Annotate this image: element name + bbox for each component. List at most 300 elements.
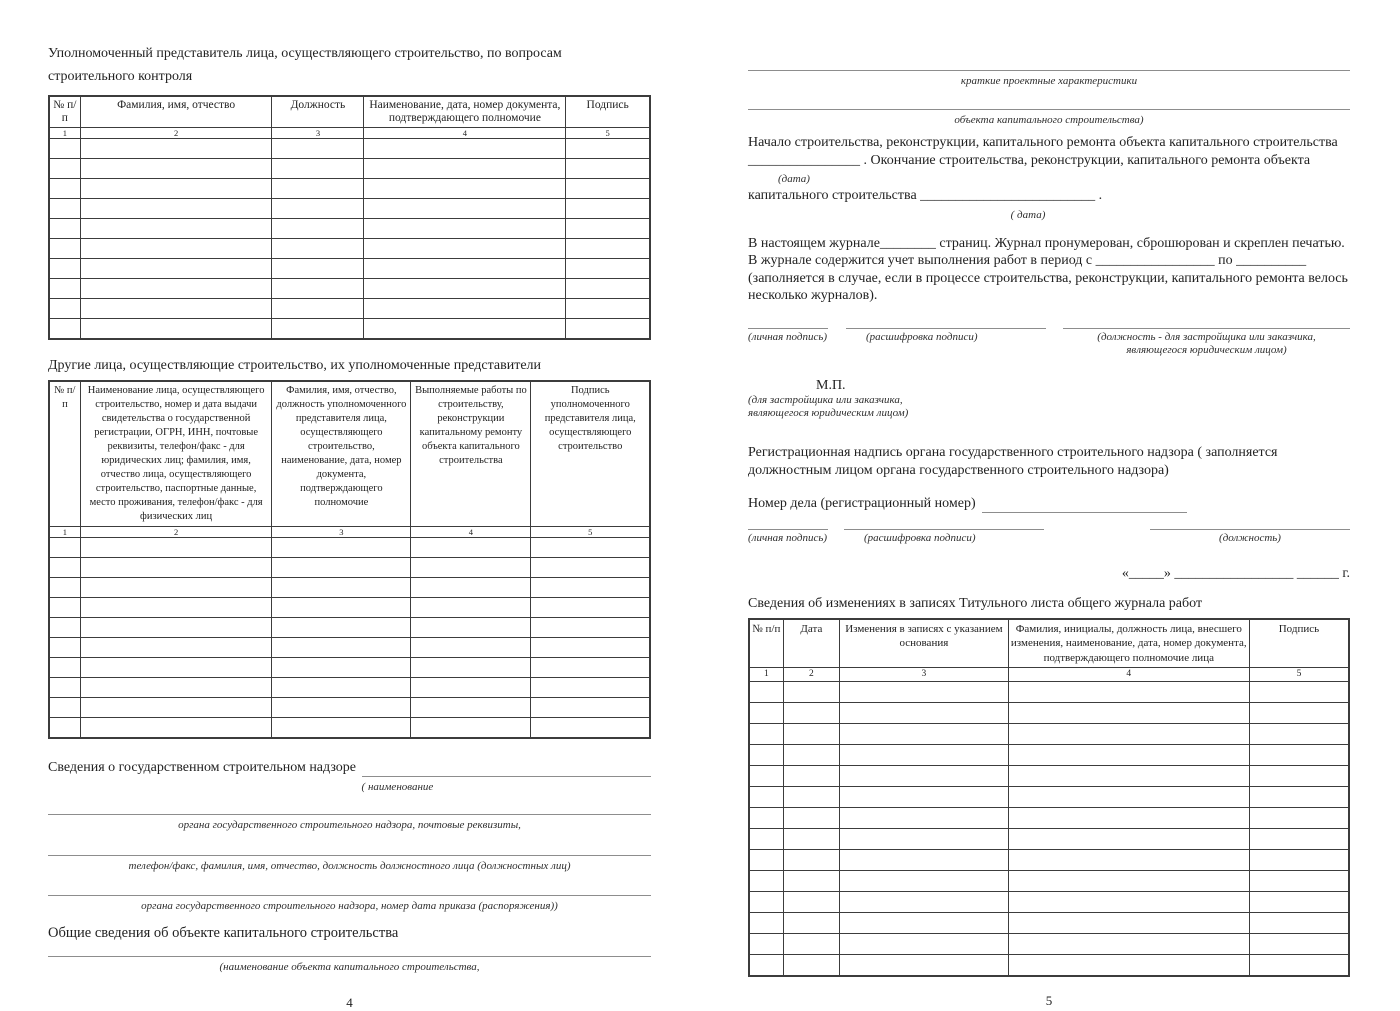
empty-cell xyxy=(80,718,272,739)
empty-cell xyxy=(1249,892,1349,913)
table3-header xyxy=(749,619,1349,682)
empty-cell xyxy=(566,159,650,179)
caption-row xyxy=(362,777,651,795)
empty-cell xyxy=(749,892,783,913)
caption-row xyxy=(48,896,651,914)
empty-table-row xyxy=(749,829,1349,850)
empty-cell xyxy=(749,871,783,892)
empty-cell xyxy=(566,319,650,340)
empty-cell xyxy=(783,871,839,892)
empty-cell xyxy=(749,808,783,829)
empty-cell xyxy=(840,745,1009,766)
col-number: 2 xyxy=(80,527,272,538)
empty-cell xyxy=(783,745,839,766)
signature-field-name xyxy=(844,529,1044,545)
empty-cell xyxy=(80,239,272,259)
signature-row-1 xyxy=(748,328,1350,357)
empty-cell xyxy=(531,718,650,739)
empty-cell xyxy=(749,787,783,808)
col-number: 1 xyxy=(49,128,80,139)
empty-cell xyxy=(272,199,364,219)
case-number-label: Номер дела (регистрационный номер) xyxy=(748,496,976,511)
empty-cell xyxy=(1249,955,1349,977)
empty-cell xyxy=(364,319,566,340)
empty-cell xyxy=(49,538,80,558)
empty-cell xyxy=(411,538,531,558)
empty-table-row xyxy=(749,955,1349,977)
empty-cell xyxy=(80,319,272,340)
empty-cell xyxy=(272,259,364,279)
stamp-caption-line-1: (для застройщика или заказчика, xyxy=(748,394,903,406)
col-number: 4 xyxy=(411,527,531,538)
other-persons-table xyxy=(48,380,651,739)
empty-table-row xyxy=(49,658,650,678)
col-header-name: Фамилия, имя, отчество xyxy=(80,96,272,128)
empty-cell xyxy=(272,638,411,658)
empty-cell xyxy=(566,219,650,239)
empty-cell xyxy=(566,299,650,319)
general-info-block xyxy=(48,925,651,975)
col-header-changes: Изменения в записях с указанием основания xyxy=(840,619,1009,668)
empty-table-row xyxy=(49,538,650,558)
start-end-line-1: Начало строительства, реконструкции, капитального ремонта объекта капитального строительства xyxy=(748,135,1338,150)
empty-cell xyxy=(272,239,364,259)
signature-transcript-caption: (расшифровка подписи) xyxy=(864,532,976,544)
empty-cell xyxy=(783,913,839,934)
empty-cell xyxy=(80,159,272,179)
col-header-num: № п/п xyxy=(749,619,783,668)
empty-cell xyxy=(783,829,839,850)
empty-cell xyxy=(749,724,783,745)
empty-cell xyxy=(1249,829,1349,850)
empty-cell xyxy=(364,279,566,299)
empty-cell xyxy=(749,745,783,766)
empty-table-row xyxy=(749,808,1349,829)
empty-cell xyxy=(1008,913,1249,934)
col-header-signature: Подпись уполномоченного представителя лица, осуществляющего строительство xyxy=(531,381,650,527)
empty-cell xyxy=(1008,829,1249,850)
col-header-entity: Наименование лица, осуществляющего строительство, номер и дата выдачи свидетельства о государственной регистрации, ОГРН, ИНН, почтовые реквизиты, телефон/факс - для юридических лиц; фамилия, имя, отчество лица, осуществляющего строительство, паспортные данные, место проживания, телефон/факс - для физических лиц xyxy=(80,381,272,527)
empty-table-row xyxy=(49,578,650,598)
signature-transcript-caption: (расшифровка подписи) xyxy=(866,330,978,343)
empty-cell xyxy=(1249,913,1349,934)
empty-table-row xyxy=(749,703,1349,724)
empty-cell xyxy=(531,618,650,638)
empty-cell xyxy=(272,179,364,199)
empty-cell xyxy=(1249,724,1349,745)
table1-body xyxy=(49,139,650,340)
empty-cell xyxy=(531,538,650,558)
empty-cell xyxy=(783,787,839,808)
col-number: 3 xyxy=(272,128,364,139)
empty-cell xyxy=(49,279,80,299)
authorized-representatives-table xyxy=(48,95,651,340)
signature-field-name xyxy=(846,328,1046,357)
empty-cell xyxy=(49,199,80,219)
empty-cell xyxy=(531,558,650,578)
empty-cell xyxy=(49,159,80,179)
section-title-authorized-representative: Уполномоченный представитель лица, осуществляющего строительство, по вопросам строительного контроля xyxy=(48,46,562,84)
col-header-position: Должность xyxy=(272,96,364,128)
empty-table-row xyxy=(49,638,650,658)
empty-cell xyxy=(783,934,839,955)
empty-cell xyxy=(783,766,839,787)
empty-cell xyxy=(411,658,531,678)
empty-cell xyxy=(272,299,364,319)
page-4 xyxy=(48,0,651,1011)
empty-table-row xyxy=(49,139,650,159)
empty-table-row xyxy=(749,682,1349,703)
col-number: 4 xyxy=(364,128,566,139)
empty-cell xyxy=(272,618,411,638)
empty-cell xyxy=(566,239,650,259)
table1-header xyxy=(49,96,650,139)
empty-cell xyxy=(49,638,80,658)
empty-cell xyxy=(1008,787,1249,808)
empty-cell xyxy=(749,850,783,871)
empty-cell xyxy=(1008,766,1249,787)
start-end-line-3: капитального строительства _________________________ . xyxy=(748,188,1103,203)
empty-cell xyxy=(783,892,839,913)
title-sheet-changes-table xyxy=(748,618,1350,978)
empty-cell xyxy=(364,159,566,179)
empty-table-row xyxy=(749,850,1349,871)
empty-cell xyxy=(49,239,80,259)
empty-cell xyxy=(49,658,80,678)
empty-table-row xyxy=(749,724,1349,745)
empty-cell xyxy=(272,718,411,739)
caption-row xyxy=(748,110,1350,128)
empty-cell xyxy=(840,934,1009,955)
empty-cell xyxy=(531,638,650,658)
empty-table-row xyxy=(49,558,650,578)
empty-cell xyxy=(272,698,411,718)
empty-cell xyxy=(80,618,272,638)
empty-cell xyxy=(80,658,272,678)
empty-cell xyxy=(272,159,364,179)
stamp-caption-line-2: являющегося юридическим лицом) xyxy=(748,407,909,419)
col-header-signature: Подпись xyxy=(566,96,650,128)
empty-table-row xyxy=(49,259,650,279)
empty-cell xyxy=(749,766,783,787)
empty-cell xyxy=(272,678,411,698)
empty-cell xyxy=(749,955,783,977)
empty-cell xyxy=(411,618,531,638)
general-info-caption: (наименование объекта капитального строительства, xyxy=(219,960,480,973)
table1-number-row xyxy=(49,128,650,139)
signature-row-2 xyxy=(748,529,1350,545)
empty-cell xyxy=(49,139,80,159)
empty-cell xyxy=(364,259,566,279)
empty-table-row xyxy=(749,871,1349,892)
empty-cell xyxy=(272,219,364,239)
empty-table-row xyxy=(49,678,650,698)
empty-cell xyxy=(1249,787,1349,808)
empty-cell xyxy=(80,678,272,698)
empty-table-row xyxy=(49,279,650,299)
state-supervision-block xyxy=(48,759,651,914)
empty-cell xyxy=(840,871,1009,892)
table3-number-row xyxy=(749,668,1349,682)
empty-cell xyxy=(749,913,783,934)
col-number: 1 xyxy=(49,527,80,538)
empty-cell xyxy=(80,219,272,239)
empty-table-row xyxy=(749,745,1349,766)
supervision-lead-row xyxy=(48,759,651,777)
empty-cell xyxy=(49,219,80,239)
empty-cell xyxy=(1008,703,1249,724)
col-number: 1 xyxy=(749,668,783,682)
empty-cell xyxy=(272,139,364,159)
start-end-dates-block xyxy=(748,134,1350,223)
empty-cell xyxy=(364,199,566,219)
caption-row xyxy=(748,71,1350,89)
empty-table-row xyxy=(49,698,650,718)
case-number-row xyxy=(748,495,1350,513)
empty-cell xyxy=(411,718,531,739)
supervision-lead-text: Сведения о государственном строительном надзоре xyxy=(48,760,356,775)
empty-cell xyxy=(272,658,411,678)
table2-header-row xyxy=(49,381,650,527)
supervision-caption-1: ( наименование xyxy=(361,781,434,793)
empty-cell xyxy=(49,678,80,698)
empty-cell xyxy=(531,578,650,598)
empty-cell xyxy=(1249,766,1349,787)
caption-row xyxy=(778,169,1350,187)
empty-table-row xyxy=(749,766,1349,787)
empty-cell xyxy=(840,724,1009,745)
empty-cell xyxy=(1008,745,1249,766)
empty-cell xyxy=(80,139,272,159)
empty-cell xyxy=(272,279,364,299)
general-info-title: Общие сведения об объекте капитального строительства xyxy=(48,925,399,941)
page-5 xyxy=(748,0,1350,1009)
empty-cell xyxy=(840,808,1009,829)
supervision-caption-4: органа государственного строительного надзора, номер дата приказа (распоряжения)) xyxy=(141,900,558,912)
col-number: 2 xyxy=(80,128,272,139)
col-number: 3 xyxy=(272,527,411,538)
empty-cell xyxy=(272,598,411,618)
empty-cell xyxy=(1008,682,1249,703)
registration-note-paragraph: Регистрационная надпись органа государственного строительного надзора ( заполняется должностным лицом органа государственного строительного надзора) xyxy=(748,445,1278,478)
caption-row xyxy=(48,815,651,833)
empty-cell xyxy=(749,829,783,850)
project-characteristics-caption: краткие проектные характеристики xyxy=(960,75,1138,87)
table2-header xyxy=(49,381,650,538)
page-number-right: 5 xyxy=(1045,993,1053,1008)
col-header-works: Выполняемые работы по строительству, реконструкции капитальному ремонту объекта капитального строительства xyxy=(411,381,531,527)
empty-cell xyxy=(1249,745,1349,766)
empty-cell xyxy=(566,199,650,219)
col-number: 5 xyxy=(1249,668,1349,682)
empty-cell xyxy=(531,698,650,718)
empty-cell xyxy=(364,179,566,199)
empty-cell xyxy=(840,913,1009,934)
empty-cell xyxy=(840,766,1009,787)
empty-cell xyxy=(840,682,1009,703)
signature-field-position xyxy=(1063,328,1350,357)
empty-cell xyxy=(411,578,531,598)
col-header-signature: Подпись xyxy=(1249,619,1349,668)
empty-cell xyxy=(80,199,272,219)
col-number: 4 xyxy=(1008,668,1249,682)
table2-body xyxy=(49,538,650,739)
col-header-date: Дата xyxy=(783,619,839,668)
section-title-other-persons: Другие лица, осуществляющие строительство, их уполномоченные представители xyxy=(48,358,542,373)
empty-cell xyxy=(49,598,80,618)
empty-cell xyxy=(1249,682,1349,703)
signature-field-position xyxy=(1150,529,1350,545)
empty-cell xyxy=(1008,808,1249,829)
empty-cell xyxy=(411,678,531,698)
table3-header-row xyxy=(749,619,1349,668)
empty-cell xyxy=(411,598,531,618)
empty-cell xyxy=(80,698,272,718)
empty-table-row xyxy=(49,718,650,739)
empty-cell xyxy=(783,682,839,703)
empty-cell xyxy=(1008,724,1249,745)
empty-cell xyxy=(1008,934,1249,955)
empty-cell xyxy=(80,279,272,299)
supervision-caption-3: телефон/факс, фамилия, имя, отчество, должность должностного лица (должностных лиц) xyxy=(128,860,571,872)
empty-cell xyxy=(80,299,272,319)
section-title-changes: Сведения об изменениях в записях Титульного листа общего журнала работ xyxy=(748,595,1203,611)
empty-table-row xyxy=(49,618,650,638)
empty-table-row xyxy=(49,239,650,259)
empty-cell xyxy=(80,598,272,618)
empty-cell xyxy=(566,279,650,299)
empty-cell xyxy=(1008,850,1249,871)
empty-cell xyxy=(49,299,80,319)
date-fill-line: «_____» _________________ ______ г. xyxy=(1121,566,1350,581)
empty-cell xyxy=(1249,871,1349,892)
col-header-num: № п/п xyxy=(49,96,80,128)
personal-signature-caption: (личная подпись) xyxy=(748,532,827,544)
empty-table-row xyxy=(749,934,1349,955)
empty-cell xyxy=(49,319,80,340)
empty-cell xyxy=(749,703,783,724)
position-caption: (должность) xyxy=(1219,532,1281,544)
page-number-left: 4 xyxy=(346,994,353,1010)
empty-cell xyxy=(49,578,80,598)
empty-cell xyxy=(566,179,650,199)
empty-cell xyxy=(364,219,566,239)
empty-cell xyxy=(531,678,650,698)
date-caption-2: ( дата) xyxy=(1010,208,1046,221)
empty-table-row xyxy=(749,892,1349,913)
empty-cell xyxy=(364,139,566,159)
personal-signature-caption: (личная подпись) xyxy=(748,330,827,343)
stamp-block xyxy=(748,377,1350,421)
empty-cell xyxy=(783,850,839,871)
empty-cell xyxy=(1008,892,1249,913)
empty-table-row xyxy=(49,199,650,219)
empty-cell xyxy=(1249,850,1349,871)
empty-cell xyxy=(49,259,80,279)
position-caption-line-2: являющегося юридическим лицом) xyxy=(1126,343,1287,356)
blank-line xyxy=(362,760,651,777)
empty-cell xyxy=(272,319,364,340)
empty-cell xyxy=(783,724,839,745)
empty-cell xyxy=(49,179,80,199)
col-number: 3 xyxy=(840,668,1009,682)
empty-cell xyxy=(1008,955,1249,977)
empty-cell xyxy=(531,658,650,678)
empty-table-row xyxy=(749,787,1349,808)
journal-pages-paragraph: В настоящем журнале________ страниц. Журнал пронумерован, сброшюрован и скреплен печатью. В журнале содержится учет выполнения работ в период с _________________ по __________ (заполняется в случае, если в процессе строительства, реконструкции, капитального ремонта велось несколько журналов). xyxy=(748,235,1348,303)
empty-cell xyxy=(364,239,566,259)
empty-cell xyxy=(49,618,80,638)
caption-row xyxy=(48,957,651,975)
table2-number-row xyxy=(49,527,650,538)
empty-cell xyxy=(1249,808,1349,829)
empty-cell xyxy=(80,538,272,558)
empty-cell xyxy=(840,955,1009,977)
empty-cell xyxy=(411,638,531,658)
col-header-document: Наименование, дата, номер документа, подтверждающего полномочие xyxy=(364,96,566,128)
stamp-label: М.П. xyxy=(816,377,846,393)
empty-cell xyxy=(272,578,411,598)
empty-cell xyxy=(783,955,839,977)
empty-table-row xyxy=(49,159,650,179)
empty-table-row xyxy=(49,179,650,199)
empty-cell xyxy=(80,558,272,578)
empty-table-row xyxy=(49,299,650,319)
empty-cell xyxy=(1249,703,1349,724)
empty-table-row xyxy=(49,319,650,340)
empty-cell xyxy=(840,829,1009,850)
col-header-num: № п/п xyxy=(49,381,80,527)
table3-body xyxy=(749,682,1349,977)
col-header-person: Фамилия, инициалы, должность лица, внесшего изменения, наименование, дата, номер документа, подтверждающего полномочие лица xyxy=(1008,619,1249,668)
empty-cell xyxy=(840,892,1009,913)
empty-cell xyxy=(49,718,80,739)
empty-cell xyxy=(840,850,1009,871)
capital-object-caption: объекта капитального строительства) xyxy=(954,114,1144,126)
supervision-caption-2: органа государственного строительного надзора, почтовые реквизиты, xyxy=(178,819,521,831)
start-end-line-2: ________________ . Окончание строительства, реконструкции, капитального ремонта объекта xyxy=(748,152,1311,168)
empty-table-row xyxy=(49,219,650,239)
blank-line xyxy=(982,498,1187,513)
empty-cell xyxy=(1008,871,1249,892)
col-number: 5 xyxy=(566,128,650,139)
signature-field-personal xyxy=(748,328,828,357)
empty-cell xyxy=(80,179,272,199)
empty-cell xyxy=(272,538,411,558)
empty-cell xyxy=(49,558,80,578)
empty-cell xyxy=(49,698,80,718)
empty-cell xyxy=(272,558,411,578)
empty-table-row xyxy=(749,913,1349,934)
col-header-representative: Фамилия, имя, отчество, должность уполномоченного представителя лица, осуществляющего строительство, наименование, дата, номер документа, подтверждающего полномочие xyxy=(272,381,411,527)
table1-header-row xyxy=(49,96,650,128)
empty-cell xyxy=(364,299,566,319)
date-caption-1: (дата) xyxy=(778,173,810,185)
empty-cell xyxy=(840,787,1009,808)
empty-cell xyxy=(566,139,650,159)
caption-row xyxy=(48,856,651,874)
col-number: 5 xyxy=(531,527,650,538)
empty-cell xyxy=(531,598,650,618)
empty-cell xyxy=(80,578,272,598)
empty-cell xyxy=(783,703,839,724)
empty-table-row xyxy=(49,598,650,618)
empty-cell xyxy=(80,638,272,658)
position-caption-line-1: (должность - для застройщика или заказчика, xyxy=(1097,330,1316,343)
empty-cell xyxy=(749,682,783,703)
col-number: 2 xyxy=(783,668,839,682)
empty-cell xyxy=(80,259,272,279)
